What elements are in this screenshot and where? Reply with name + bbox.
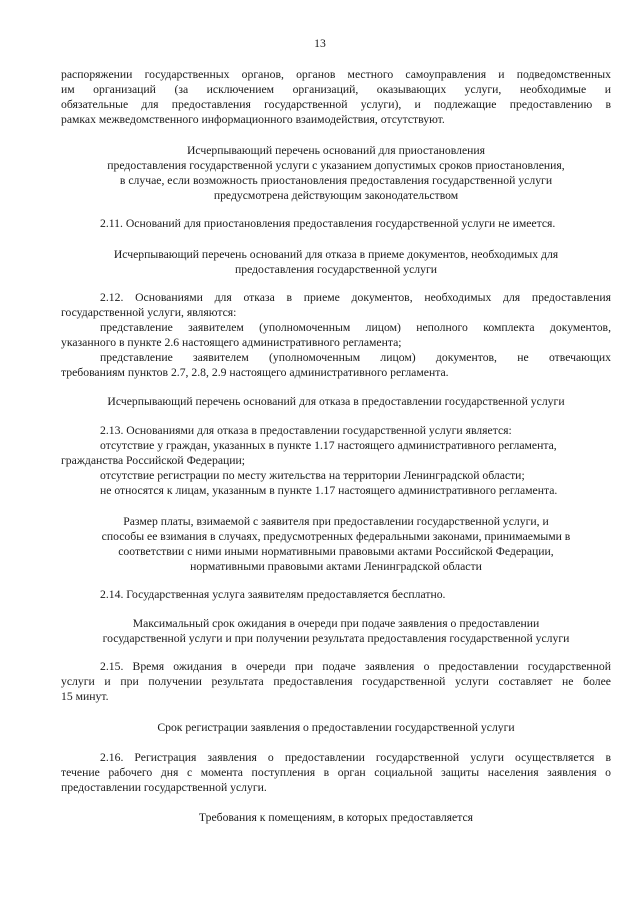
text-line: услуги и при получении результата предоставления государственной услуги составляет не более (61, 675, 611, 688)
text-line: не относятся к лицам, указанным в пункте 1.17 настоящего административного регламента. (100, 484, 558, 497)
section-heading: нормативными правовыми актами Ленинградской области (190, 560, 482, 573)
section-heading: предоставления государственной услуги (234, 263, 437, 276)
text-line: течение рабочего дня с момента поступления в орган социальной защиты населения заявления о (61, 766, 611, 779)
text-line: государственной услуги, являются: (61, 306, 237, 319)
text-line: 2.14. Государственная услуга заявителям предоставляется бесплатно. (100, 588, 446, 601)
text-line: 2.12. Основаниями для отказа в приеме документов, необходимых для предоставления (100, 291, 611, 304)
text-line: им организаций (за исключением организаций, оказывающих услуги, необходимые и (61, 83, 611, 96)
page-number: 13 (314, 37, 326, 50)
text-line: 2.15. Время ожидания в очереди при подаче заявления о предоставлении государственной (100, 660, 611, 673)
text-line: распоряжении государственных органов, органов местного самоуправления и подведомственных (61, 68, 611, 81)
text-line: 15 минут. (61, 690, 109, 703)
section-heading: Исчерпывающий перечень оснований для отказа в приеме документов, необходимых для (113, 248, 559, 261)
text-line: отсутствие регистрации по месту жительства на территории Ленинградской области; (100, 469, 525, 482)
text-line: 2.13. Основаниями для отказа в предоставлении государственной услуги является: (100, 424, 512, 437)
text-line: указанного в пункте 2.6 настоящего административного регламента; (61, 336, 402, 349)
section-heading: соответствии с ними иными нормативными правовыми актами Российской Федерации, (118, 545, 554, 558)
section-heading: в случае, если возможность приостановления предоставления государственной услуги (119, 174, 553, 187)
section-heading: Срок регистрации заявления о предоставлении государственной услуги (157, 721, 515, 734)
section-heading: способы ее взимания в случаях, предусмотренных федеральными законами, принимаемыми в (101, 530, 571, 543)
section-heading: Исчерпывающий перечень оснований для приостановления (186, 144, 486, 157)
section-heading: Требования к помещениям, в которых предоставляется (198, 811, 474, 824)
section-heading: Максимальный срок ожидания в очереди при подаче заявления о предоставлении (132, 617, 540, 630)
text-line: гражданства Российской Федерации; (61, 454, 246, 467)
text-line: отсутствие у граждан, указанных в пункте 1.17 настоящего административного регламента, (100, 439, 557, 452)
text-line: представление заявителем (уполномоченным лицом) документов, не отвечающих (100, 351, 611, 364)
text-line: 2.16. Регистрация заявления о предоставлении государственной услуги осуществляется в (100, 751, 611, 764)
section-heading: Исчерпывающий перечень оснований для отказа в предоставлении государственной услуги (107, 395, 565, 408)
text-line: рамках межведомственного информационного взаимодействия, отсутствуют. (61, 113, 445, 126)
text-line: 2.11. Оснований для приостановления предоставления государственной услуги не имеется. (100, 217, 556, 230)
text-line: представление заявителем (уполномоченным лицом) неполного комплекта документов, (100, 321, 611, 334)
section-heading: Размер платы, взимаемой с заявителя при предоставлении государственной услуги, и (123, 515, 549, 528)
text-line: обязательные для предоставления государственной услуги), и подлежащие предоставлению в (61, 98, 611, 111)
text-line: требованиям пунктов 2.7, 2.8, 2.9 настоящего административного регламента. (61, 366, 449, 379)
section-heading: предоставления государственной услуги с указанием допустимых сроков приостановления, (107, 159, 565, 172)
section-heading: государственной услуги и при получении результата предоставления государственной услуги (102, 632, 570, 645)
section-heading: предусмотрена действующим законодательством (213, 189, 459, 202)
text-line: предоставлении государственной услуги. (61, 781, 267, 794)
